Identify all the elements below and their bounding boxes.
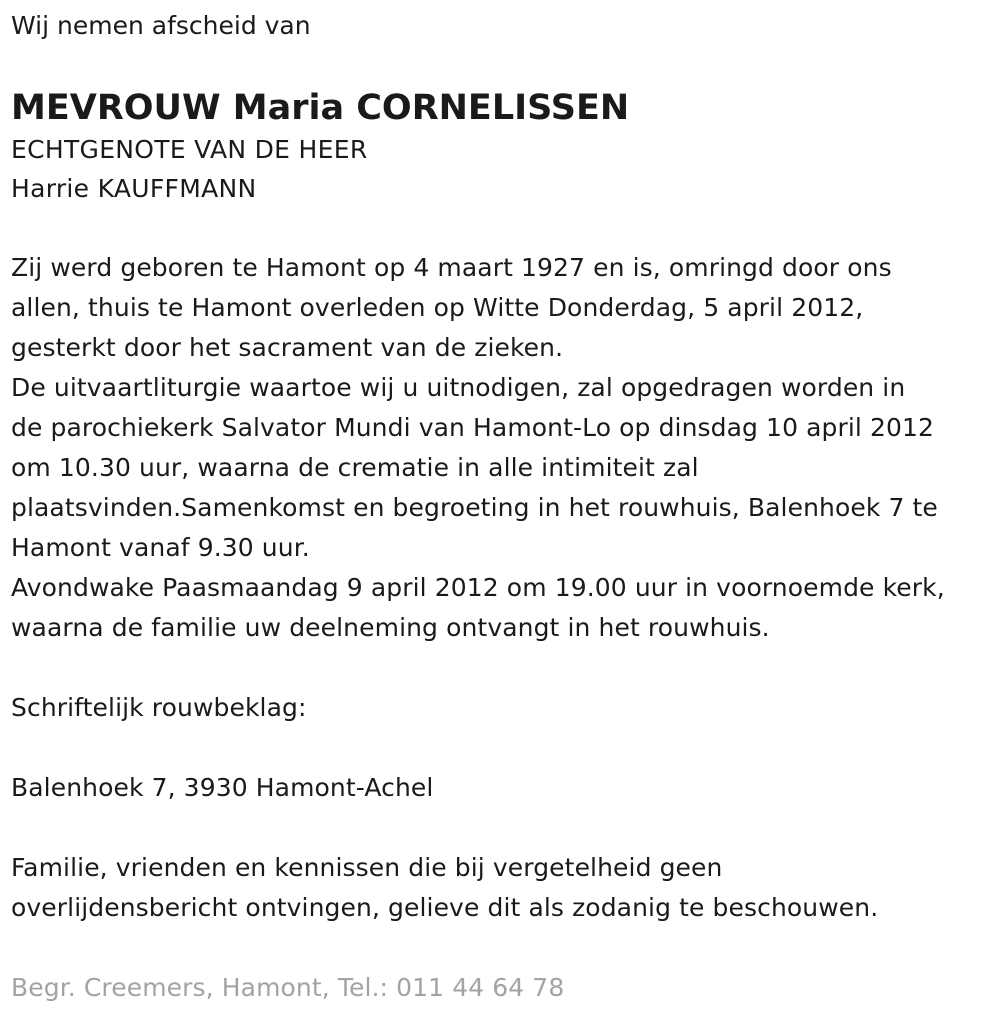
body-line: plaatsvinden.Samenkomst en begroeting in het rouwhuis, Balenhoek 7 te [11,493,938,522]
body-line: om 10.30 uur, waarna de crematie in alle intimiteit zal [11,453,699,482]
spouse-name: Harrie KAUFFMANN [11,174,257,203]
notice-line: Familie, vrienden en kennissen die bij vergetelheid geen [11,853,723,882]
intro-text: Wij nemen afscheid van [11,11,311,40]
body-line: gesterkt door het sacrament van de zieken. [11,333,564,362]
notice-text [11,848,1000,928]
spacer [11,808,1000,848]
spacer [11,728,1000,768]
obituary-body [11,248,1000,648]
condolence-address: Balenhoek 7, 3930 Hamont-Achel [11,773,434,802]
relation-text: ECHTGENOTE VAN DE HEER [11,135,368,164]
body-line: allen, thuis te Hamont overleden op Witte Donderdag, 5 april 2012, [11,293,864,322]
body-line: Hamont vanaf 9.30 uur. [11,533,310,562]
funeral-director-footer: Begr. Creemers, Hamont, Tel.: 011 44 64 78 [11,973,565,1002]
spacer [11,208,1000,248]
body-line: de parochiekerk Salvator Mundi van Hamont-Lo op dinsdag 10 april 2012 [11,413,935,442]
notice-line: overlijdensbericht ontvingen, gelieve dit als zodanig te beschouwen. [11,893,879,922]
body-line: De uitvaartliturgie waartoe wij u uitnodigen, zal opgedragen worden in [11,373,906,402]
spacer [11,648,1000,688]
body-line: Avondwake Paasmaandag 9 april 2012 om 19.00 uur in voornoemde kerk, [11,573,945,602]
spacer [11,928,1000,968]
body-line: Zij werd geboren te Hamont op 4 maart 1927 en is, omringd door ons [11,253,892,282]
body-line: waarna de familie uw deelneming ontvangt in het rouwhuis. [11,613,770,642]
deceased-name: MEVROUW Maria CORNELISSEN [11,88,630,128]
condolence-label: Schriftelijk rouwbeklag: [11,693,307,722]
